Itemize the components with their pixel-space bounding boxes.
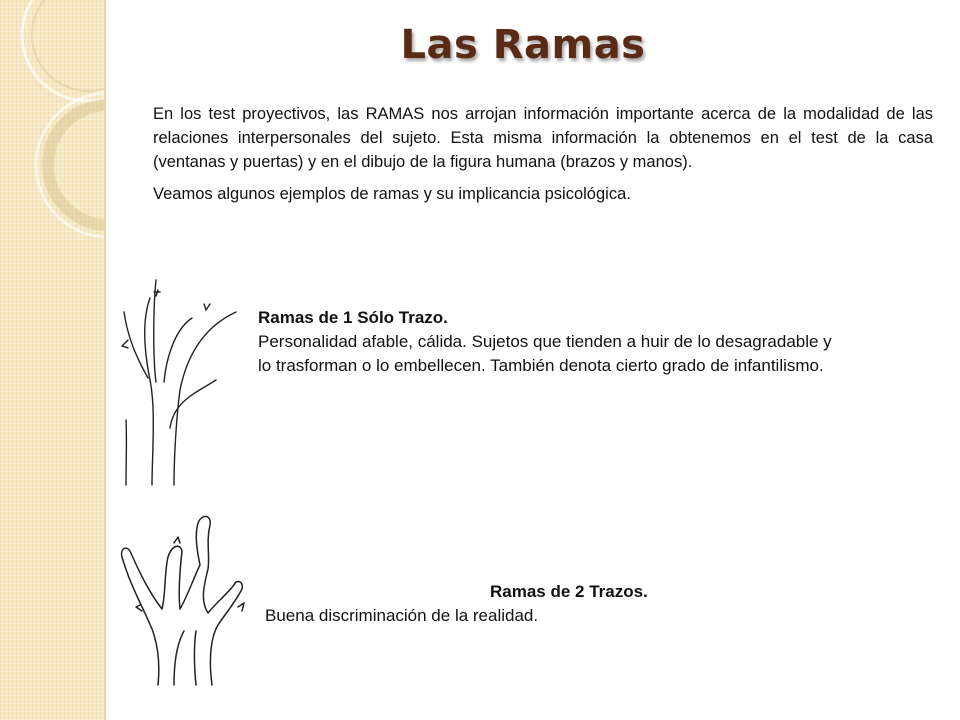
example-single-stroke-description bbox=[258, 306, 938, 378]
example-single-stroke-line-2: lo trasforman o lo embellecen. También denota cierto grado de infantilismo. bbox=[258, 356, 824, 375]
side-panel-edge bbox=[104, 0, 106, 720]
decorative-ring-lower-thick bbox=[48, 105, 106, 225]
arrow-right bbox=[238, 603, 244, 611]
decorative-side-panel bbox=[0, 0, 106, 720]
example-double-stroke-body: Buena discriminación de la realidad. bbox=[265, 606, 539, 625]
arrow-left bbox=[122, 340, 128, 348]
tree-outline bbox=[122, 516, 243, 685]
decorative-rings bbox=[0, 0, 106, 720]
arrow-top bbox=[174, 537, 180, 543]
tree-sketch-double-stroke bbox=[108, 505, 258, 690]
intro-paragraph-1: En los test proyectivos, las RAMAS nos arrojan información importante acerca de la modalidad de las relaciones interpersonales del sujeto. Esta misma información la obtenemos en el test de la casa (ventanas y puertas) y en el dibujo de la figura humana (brazos y manos). bbox=[153, 105, 933, 171]
trunk-inner-line bbox=[145, 298, 154, 485]
branch-mid-line bbox=[164, 318, 192, 382]
slide-title: Las Ramas bbox=[400, 22, 646, 68]
arrow-right bbox=[204, 304, 210, 310]
example-double-stroke-heading: Ramas de 2 Trazos. bbox=[490, 582, 648, 601]
example-single-stroke-line-1: Personalidad afable, cálida. Sujetos que tienden a huir de lo desagradable y bbox=[258, 332, 832, 351]
example-single-stroke-heading: Ramas de 1 Sólo Trazo. bbox=[258, 308, 448, 327]
tree-sketch-single-stroke bbox=[108, 270, 248, 492]
trunk-inner-left bbox=[174, 631, 184, 685]
trunk-inner-right bbox=[195, 631, 197, 685]
intro-paragraph-2: Veamos algunos ejemplos de ramas y su implicancia psicológica. bbox=[153, 185, 631, 203]
branch-left-line bbox=[124, 312, 148, 378]
branch-upper-right-line bbox=[174, 312, 236, 485]
intro-text bbox=[153, 102, 933, 214]
